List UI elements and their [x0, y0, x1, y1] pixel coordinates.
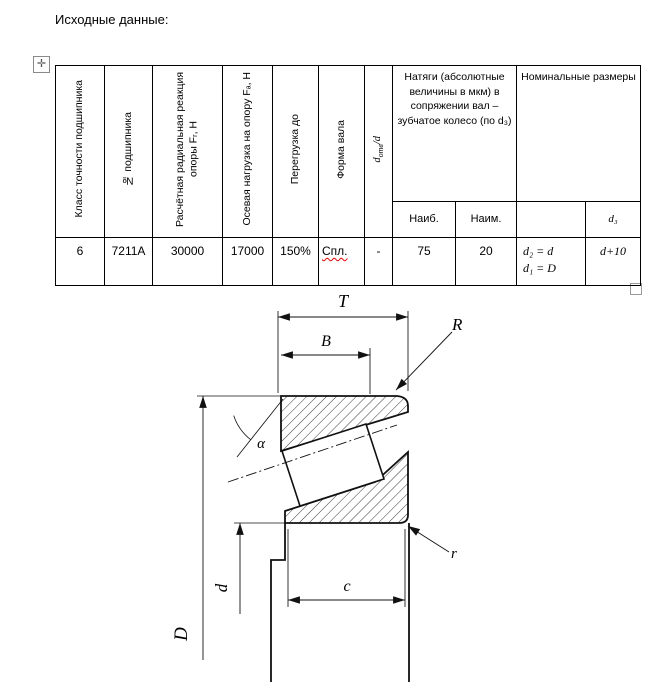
dim-label-D: D: [171, 627, 192, 641]
col-header-overload-label: Перегрузка до: [288, 113, 301, 185]
formula-d2: d₂ = d: [523, 244, 554, 258]
col-header-shaft-form-label: Форма вала: [334, 119, 347, 179]
col-header-bearing-number-label: № подшипника: [121, 111, 134, 187]
leader-line-r: [408, 526, 449, 552]
dim-label-d: d: [212, 583, 231, 593]
cell-shaft-form-text: Спл.: [322, 244, 348, 258]
table-move-handle[interactable]: ✛: [33, 56, 50, 73]
intro-text[interactable]: Исходные данные:: [55, 12, 169, 27]
subheader-tension-min[interactable]: Наим.: [456, 201, 517, 237]
bearing-section: [228, 396, 409, 682]
shaft-outline: [271, 523, 409, 682]
dim-label-B: B: [321, 333, 331, 350]
angle-arc: [234, 416, 251, 440]
group-header-nominal-sizes[interactable]: Номинальные размеры: [517, 66, 641, 202]
cell-d3-value[interactable]: d+10: [586, 238, 641, 286]
cell-tension-max[interactable]: 75: [393, 238, 456, 286]
col-header-accuracy-class-label: Класс точности подшипника: [73, 80, 86, 218]
group-header-tensions[interactable]: Натяги (абсолютные величины в мкм) в сопряжении вал – зубчатое колесо (по d₃): [393, 66, 517, 202]
d-otv-sub: отв: [375, 143, 385, 158]
cell-radial-load[interactable]: 30000: [153, 238, 223, 286]
dim-label-alpha: α: [257, 436, 265, 452]
col-header-radial-load-label: Расчётная радиальная реакция опоры Fᵣ, Н: [173, 71, 200, 227]
dim-label-r: r: [451, 546, 457, 562]
cell-d-otv[interactable]: -: [365, 238, 393, 286]
cell-overload[interactable]: 150%: [273, 238, 319, 286]
d-otv-rest: /d: [371, 135, 383, 144]
d-otv-base: d: [371, 157, 383, 163]
col-header-axial-load-label: Осевая нагрузка на опору Fₐ, Н: [240, 72, 253, 226]
formula-d1: d₁ = D: [523, 260, 556, 275]
cell-axial-load[interactable]: 17000: [223, 238, 273, 286]
dim-label-R: R: [452, 315, 463, 334]
dim-label-T: T: [337, 291, 349, 311]
cell-bearing-number[interactable]: 7211А: [105, 238, 153, 286]
leader-line-R: [396, 332, 452, 390]
cell-accuracy-class[interactable]: 6: [56, 238, 105, 286]
subheader-tension-max[interactable]: Наиб.: [393, 201, 456, 237]
cell-tension-min[interactable]: 20: [456, 238, 517, 286]
subheader-d3[interactable]: d₃: [586, 201, 641, 237]
dim-label-c: c: [343, 578, 351, 595]
